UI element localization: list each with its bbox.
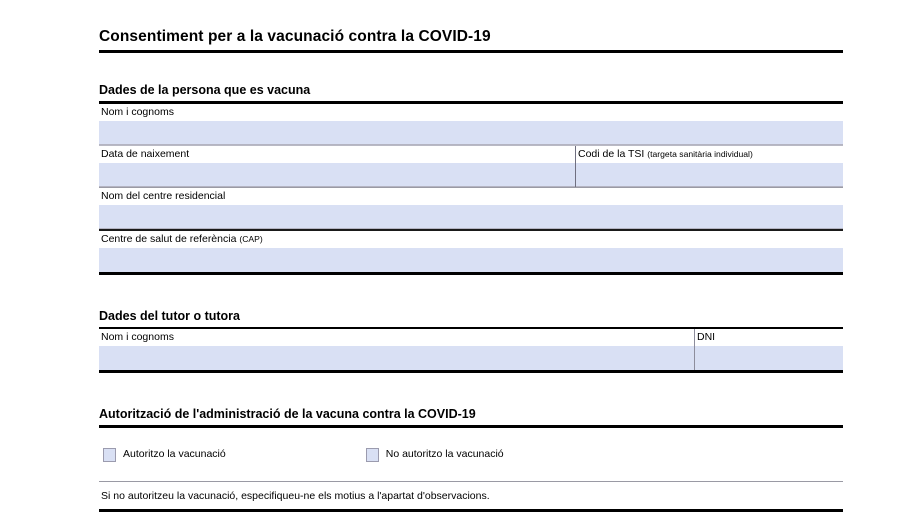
field-health-center	[99, 231, 843, 272]
field-input-birth-date[interactable]	[99, 163, 575, 187]
section-spacer-2	[99, 373, 843, 407]
field-label-health-center	[99, 231, 843, 248]
section-heading-person: Dades de la persona que es vacuna	[99, 83, 311, 98]
field-input-health-center[interactable]	[99, 248, 843, 272]
field-input-residential-center[interactable]	[99, 205, 843, 229]
field-guardian-dni	[695, 329, 843, 370]
section-close-rule-authorization	[99, 509, 843, 512]
section-heading-authorization: Autorització de l'administració de la vacuna contra la COVID-19	[99, 406, 476, 421]
form-row-health-center	[99, 231, 843, 272]
field-guardian-full-name	[99, 329, 694, 370]
form-row-birth-tsi	[99, 146, 843, 187]
field-label-guardian-full-name: Nom i cognoms	[101, 331, 174, 344]
field-label-person-full-name: Nom i cognoms	[101, 105, 174, 118]
form-row-guardian	[99, 329, 843, 370]
form-row-residential-center	[99, 188, 843, 229]
section-spacer-1	[99, 275, 843, 309]
field-label-health-center-main: Centre de salut de referència	[101, 232, 237, 245]
authorization-footnote: Si no autoritzeu la vacunació, especifiqueu-ne els motius a l'apartat d'observacions.	[101, 489, 490, 502]
field-residential-center	[99, 188, 843, 229]
field-tsi-code	[576, 146, 843, 187]
checkbox-authorize-icon[interactable]	[103, 448, 116, 462]
field-input-guardian-dni[interactable]	[695, 346, 843, 370]
checkbox-decline-icon[interactable]	[366, 448, 379, 462]
authorization-options	[99, 428, 843, 481]
title-divider	[99, 50, 843, 53]
page-title: Consentiment per a la vacunació contra la COVID-19	[99, 28, 491, 45]
field-label-residential-center: Nom del centre residencial	[101, 190, 226, 203]
authorization-option-no[interactable]	[366, 448, 504, 462]
field-label-health-center-note: (CAP)	[239, 233, 263, 244]
field-input-guardian-full-name[interactable]	[99, 346, 694, 370]
field-input-tsi-code[interactable]	[576, 163, 843, 187]
document-content	[99, 0, 843, 512]
field-person-full-name	[99, 104, 843, 145]
field-label-tsi-code	[576, 146, 843, 163]
field-input-person-full-name[interactable]	[99, 121, 843, 145]
field-label-tsi-code-main: Codi de la TSI	[578, 148, 645, 161]
authorization-option-yes[interactable]	[103, 448, 226, 462]
field-birth-date	[99, 146, 575, 187]
field-label-birth-date: Data de naixement	[101, 148, 190, 161]
field-label-tsi-code-note: (targeta sanitària individual)	[647, 149, 753, 160]
field-label-guardian-dni: DNI	[697, 331, 716, 344]
checkbox-label-decline: No autoritzo la vacunació	[385, 448, 504, 461]
section-heading-guardian: Dades del tutor o tutora	[99, 308, 240, 323]
form-row-person-name	[99, 104, 843, 145]
checkbox-label-authorize: Autoritzo la vacunació	[123, 448, 226, 461]
